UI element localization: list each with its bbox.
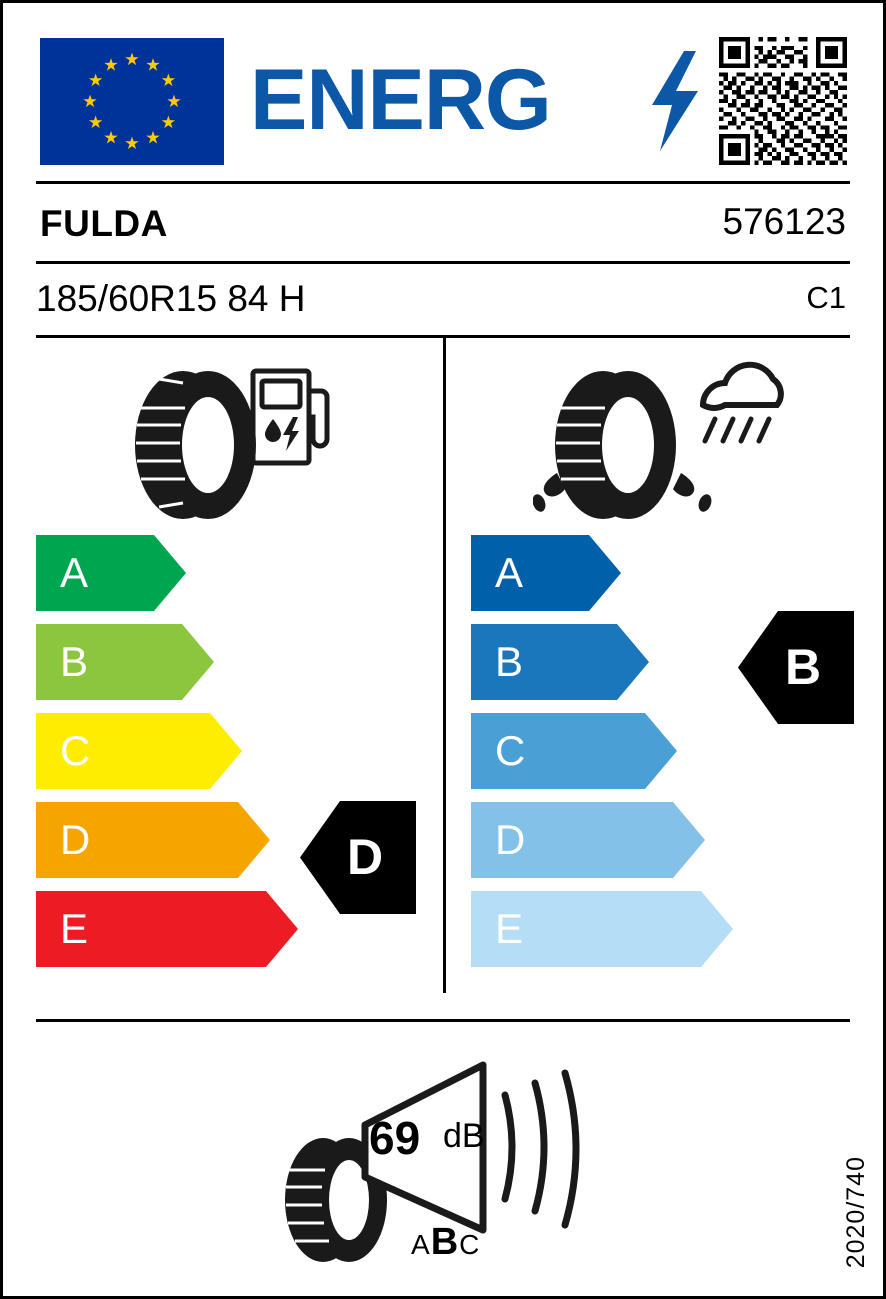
noise-class-a: A bbox=[411, 1229, 431, 1260]
tyre-class: C1 bbox=[806, 280, 846, 315]
fuel-result-letter: D bbox=[346, 829, 384, 885]
product-code: 576123 bbox=[722, 201, 846, 242]
fuel-grade-letter: A bbox=[60, 549, 89, 596]
divider-vertical bbox=[443, 338, 446, 993]
noise-class-c: C bbox=[459, 1229, 481, 1260]
wet-grade-letter: B bbox=[495, 638, 524, 685]
divider-header bbox=[36, 181, 850, 184]
wet-grade-letter: C bbox=[495, 727, 526, 774]
grade-arrow-shape bbox=[36, 535, 186, 611]
fuel-grade-letter: C bbox=[60, 727, 91, 774]
wet-grade-letter: A bbox=[495, 549, 524, 596]
noise-unit: dB bbox=[443, 1117, 485, 1155]
noise-class-b: B bbox=[430, 1221, 460, 1263]
label-header bbox=[3, 3, 883, 181]
regulation-reference: 2020/740 bbox=[842, 1155, 870, 1268]
fuel-grade-letter: D bbox=[60, 816, 91, 863]
divider-noise bbox=[36, 1019, 850, 1022]
tyre-size: 185/60R15 84 H bbox=[36, 278, 306, 319]
tyre-rain-cloud-icon bbox=[533, 353, 793, 523]
grade-arrow-shape bbox=[471, 535, 621, 611]
wet-result-marker bbox=[738, 611, 854, 724]
eu-flag-icon bbox=[40, 38, 224, 165]
lightning-bolt-icon bbox=[648, 51, 700, 151]
brand-name: FULDA bbox=[40, 203, 168, 244]
energy-wordmark: ENERG bbox=[250, 52, 551, 148]
wet-result-letter: B bbox=[784, 639, 822, 695]
qr-code-icon bbox=[719, 37, 847, 165]
wet-grade-letter: E bbox=[495, 905, 524, 952]
noise-value: 69 bbox=[369, 1112, 421, 1164]
fuel-grade-letter: E bbox=[60, 905, 89, 952]
noise-class-scale bbox=[411, 1221, 480, 1264]
fuel-grade-letter: B bbox=[60, 638, 89, 685]
tyre-fuel-pump-icon bbox=[123, 353, 333, 523]
wet-grade-letter: D bbox=[495, 816, 526, 863]
fuel-result-marker bbox=[300, 801, 416, 914]
divider-brand bbox=[36, 261, 850, 264]
